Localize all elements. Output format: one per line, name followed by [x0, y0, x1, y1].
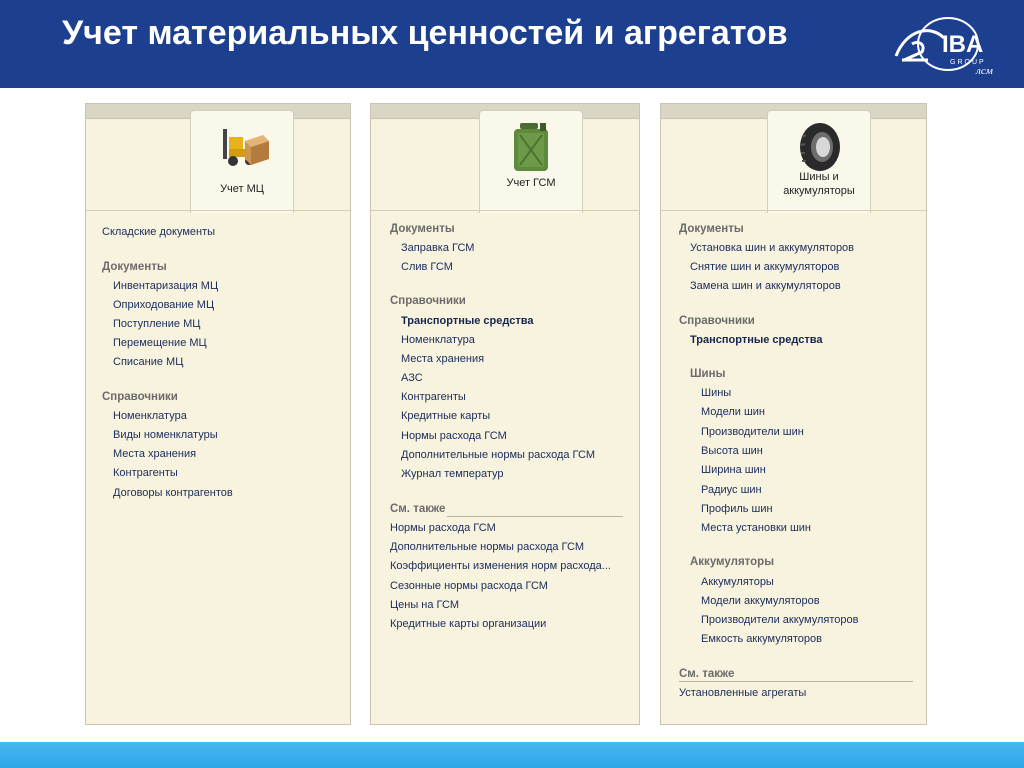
- menu-item[interactable]: Оприходование МЦ: [113, 299, 215, 311]
- menu-item[interactable]: Профиль шин: [701, 503, 773, 515]
- menu-item[interactable]: Дополнительные нормы расхода ГСМ: [390, 541, 584, 553]
- section-separator: [679, 681, 913, 682]
- menu-item[interactable]: Дополнительные нормы расхода ГСМ: [401, 449, 595, 461]
- menu-item[interactable]: Нормы расхода ГСМ: [401, 430, 507, 442]
- section-title: Справочники: [390, 295, 466, 307]
- menu-item[interactable]: Замена шин и аккумуляторов: [690, 280, 841, 292]
- menu-item[interactable]: Перемещение МЦ: [113, 337, 207, 349]
- menu-item[interactable]: Установка шин и аккумуляторов: [690, 242, 855, 254]
- menu-item-bold[interactable]: Транспортные средства: [401, 315, 534, 327]
- menu-item[interactable]: Контрагенты: [401, 391, 466, 403]
- menu-item[interactable]: Снятие шин и аккумуляторов: [690, 261, 840, 273]
- menu-item[interactable]: Шины: [701, 387, 732, 399]
- menu-item[interactable]: Виды номенклатуры: [113, 429, 218, 441]
- section-title: См. также: [390, 503, 446, 515]
- menu-item[interactable]: Контрагенты: [113, 467, 178, 479]
- logo-script: лсм: [976, 65, 993, 77]
- iba-logo: [888, 10, 1010, 80]
- menu-item[interactable]: Ширина шин: [701, 464, 766, 476]
- menu-item[interactable]: Журнал температур: [401, 468, 504, 480]
- section-title: Шины: [690, 368, 726, 380]
- tab-mc[interactable]: [190, 110, 294, 213]
- menu-item[interactable]: Радиус шин: [701, 484, 762, 496]
- tab-label-line1: Шины и: [799, 171, 839, 183]
- menu-item[interactable]: Кредитные карты организации: [390, 618, 547, 630]
- section-title: Документы: [390, 223, 455, 235]
- menu-item[interactable]: Номенклатура: [113, 410, 187, 422]
- tab-label: Учет ГСМ: [506, 177, 556, 189]
- menu-item[interactable]: Кредитные карты: [401, 410, 491, 422]
- panel-gsm: [370, 103, 640, 725]
- panel-tires: [660, 103, 927, 725]
- menu-item[interactable]: Складские документы: [102, 226, 216, 238]
- menu-item[interactable]: Сезонные нормы расхода ГСМ: [390, 580, 548, 592]
- content-divider: [86, 210, 350, 211]
- menu-item-bold[interactable]: Транспортные средства: [690, 334, 823, 346]
- menu-item[interactable]: Места установки шин: [701, 522, 811, 534]
- section-separator: [447, 516, 623, 517]
- section-title: См. также: [679, 668, 735, 680]
- menu-item[interactable]: Производители аккумуляторов: [701, 614, 859, 626]
- menu-item[interactable]: Производители шин: [701, 426, 804, 438]
- section-title: Аккумуляторы: [690, 556, 775, 568]
- tab-gsm[interactable]: [479, 110, 583, 213]
- section-title: Справочники: [679, 315, 755, 327]
- content-divider: [371, 210, 639, 211]
- forklift-icon: [215, 119, 271, 175]
- menu-item[interactable]: Места хранения: [113, 448, 197, 460]
- menu-item[interactable]: Емкость аккумуляторов: [701, 633, 822, 645]
- menu-item[interactable]: Слив ГСМ: [401, 261, 453, 273]
- bottom-accent-bar: [0, 742, 1024, 768]
- menu-item[interactable]: Номенклатура: [401, 334, 475, 346]
- menu-item[interactable]: АЗС: [401, 372, 423, 384]
- menu-item[interactable]: Установленные агрегаты: [679, 687, 807, 699]
- menu-item[interactable]: Места хранения: [401, 353, 485, 365]
- slide-title: Учет материальных ценностей и агрегатов: [62, 14, 788, 52]
- tire-icon: [792, 119, 848, 175]
- menu-item[interactable]: Аккумуляторы: [701, 576, 774, 588]
- menu-item[interactable]: Нормы расхода ГСМ: [390, 522, 496, 534]
- menu-item[interactable]: Поступление МЦ: [113, 318, 201, 330]
- content-divider: [661, 210, 926, 211]
- section-title: Документы: [102, 261, 167, 273]
- section-title: Справочники: [102, 391, 178, 403]
- section-title: Документы: [679, 223, 744, 235]
- menu-item[interactable]: Заправка ГСМ: [401, 242, 475, 254]
- logo-sub: GROUP: [950, 59, 986, 66]
- panel-mc: [85, 103, 351, 725]
- menu-item[interactable]: Цены на ГСМ: [390, 599, 459, 611]
- slide-header: [0, 0, 1024, 88]
- tab-label: Учет МЦ: [220, 183, 264, 195]
- logo-brand: IBA: [942, 31, 984, 58]
- menu-item[interactable]: Высота шин: [701, 445, 763, 457]
- menu-item[interactable]: Инвентаризация МЦ: [113, 280, 219, 292]
- tab-tires[interactable]: [767, 110, 871, 213]
- menu-item[interactable]: Модели шин: [701, 406, 765, 418]
- tab-label-line2: аккумуляторы: [783, 185, 855, 197]
- menu-item[interactable]: Списание МЦ: [113, 356, 184, 368]
- menu-item[interactable]: Договоры контрагентов: [113, 487, 233, 499]
- menu-item[interactable]: Модели аккумуляторов: [701, 595, 820, 607]
- fuel-canister-icon: [504, 119, 560, 175]
- menu-item[interactable]: Коэффициенты изменения норм расхода...: [390, 560, 611, 572]
